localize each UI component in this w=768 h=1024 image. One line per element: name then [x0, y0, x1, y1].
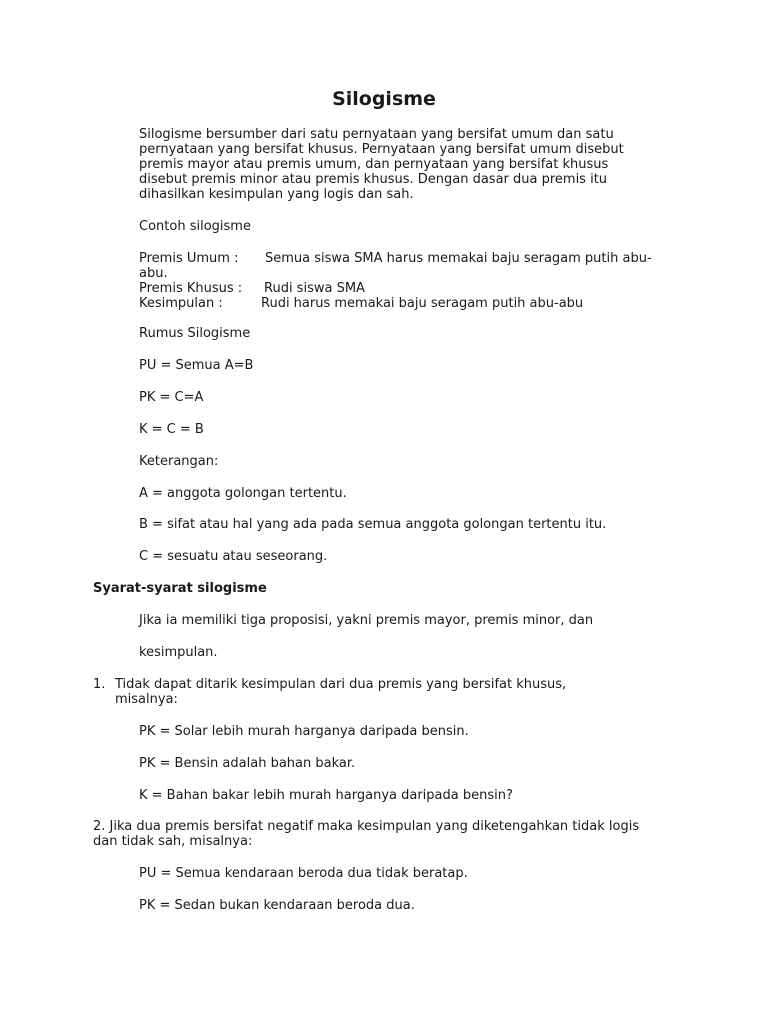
rule-text-cont: misalnya:	[115, 692, 178, 707]
rule-text: 2. Jika dua premis bersifat negatif maka kesimpulan yang diketengahkan tidak logis	[93, 819, 640, 834]
rumus-line: PK = C=A	[139, 390, 204, 405]
keterangan-line: A = anggota golongan tertentu.	[139, 486, 347, 501]
keterangan-line: C = sesuatu atau seseorang.	[139, 549, 328, 564]
rumus-line: K = C = B	[139, 422, 204, 437]
premis-umum-text-cont: abu.	[139, 266, 168, 281]
rule-example: PK = Solar lebih murah harganya daripada bensin.	[139, 724, 469, 739]
rumus-line: PU = Semua A=B	[139, 358, 254, 373]
intro-line: Silogisme bersumber dari satu pernyataan yang bersifat umum dan satu	[139, 127, 614, 142]
syarat-heading: Syarat-syarat silogisme	[93, 581, 267, 596]
rule-example: K = Bahan bakar lebih murah harganya daripada bensin?	[139, 788, 513, 803]
premis-umum-text: Semua siswa SMA harus memakai baju seragam putih abu-	[265, 251, 652, 266]
rumus-heading: Rumus Silogisme	[139, 326, 251, 341]
rule-example: PU = Semua kendaraan beroda dua tidak beratap.	[139, 866, 468, 881]
premis-umum-label: Premis Umum :	[139, 251, 239, 266]
rule-example: PK = Sedan bukan kendaraan beroda dua.	[139, 898, 415, 913]
premis-khusus-text: Rudi siswa SMA	[264, 281, 365, 296]
intro-line: pernyataan yang bersifat khusus. Pernyataan yang bersifat umum disebut	[139, 142, 624, 157]
keterangan-line: B = sifat atau hal yang ada pada semua anggota golongan tertentu itu.	[139, 517, 607, 532]
rule-example: PK = Bensin adalah bahan bakar.	[139, 756, 356, 771]
intro-line: premis mayor atau premis umum, dan pernyataan yang bersifat khusus	[139, 157, 609, 172]
rule-number: 1.	[93, 677, 106, 692]
rule-text-cont: dan tidak sah, misalnya:	[93, 834, 253, 849]
document-title: Silogisme	[332, 88, 436, 110]
intro-line: disebut premis minor atau premis khusus. Dengan dasar dua premis itu	[139, 172, 608, 187]
kesimpulan-text: Rudi harus memakai baju seragam putih abu-abu	[261, 296, 584, 311]
rule-text: Tidak dapat ditarik kesimpulan dari dua premis yang bersifat khusus,	[115, 677, 567, 692]
intro-line: dihasilkan kesimpulan yang logis dan sah.	[139, 187, 414, 202]
example-heading: Contoh silogisme	[139, 219, 251, 234]
kesimpulan-label: Kesimpulan :	[139, 296, 223, 311]
syarat-intro-line: kesimpulan.	[139, 645, 218, 660]
premis-khusus-label: Premis Khusus :	[139, 281, 243, 296]
syarat-intro-line: Jika ia memiliki tiga proposisi, yakni premis mayor, premis minor, dan	[139, 613, 594, 628]
keterangan-heading: Keterangan:	[139, 454, 219, 469]
